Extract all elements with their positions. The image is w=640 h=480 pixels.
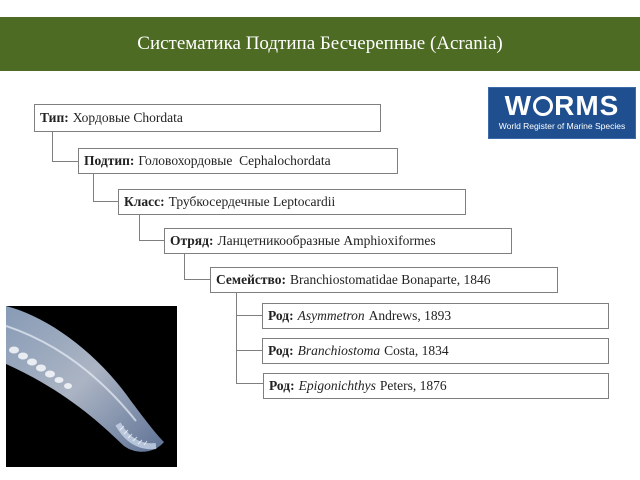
connector-subtype-class-v: [93, 174, 94, 202]
connector-type-subtype-h: [52, 161, 78, 162]
genus-label: Род:: [268, 343, 294, 358]
genus-box-branchiostoma: [262, 338, 609, 364]
taxon-box-type: [34, 104, 381, 132]
genus-name: Epigonichthys: [298, 378, 376, 393]
genus-box-epigonichthys: [263, 373, 609, 399]
taxon-box-class: [118, 189, 466, 215]
connector-genus1-h: [236, 315, 262, 316]
genus-author: Andrews, 1893: [368, 308, 452, 323]
worms-logo-subtitle: World Register of Marine Species: [498, 121, 626, 131]
taxon-class-label: Класс:: [124, 194, 165, 209]
worms-logo: [488, 87, 636, 139]
connector-order-family-h: [184, 279, 210, 280]
lancelet-image: [6, 306, 177, 467]
connector-class-order-v: [139, 215, 140, 241]
title-bar: [0, 17, 640, 71]
genus-name: Branchiostoma: [297, 343, 381, 358]
connector-family-genera-v: [236, 292, 237, 383]
connector-genus2-h: [236, 350, 262, 351]
connector-type-subtype-v: [52, 132, 53, 162]
taxon-subtype-value: Головохордовые Cephalochordata: [138, 153, 331, 168]
genus-author: Peters, 1876: [379, 378, 447, 393]
taxon-type-label: Тип:: [40, 110, 69, 125]
taxon-class-value: Трубкосердечные Leptocardii: [168, 194, 336, 209]
genus-label: Род:: [269, 378, 295, 393]
taxon-box-order: [164, 228, 512, 254]
taxon-order-label: Отряд:: [170, 233, 214, 248]
genus-label: Род:: [268, 308, 294, 323]
taxon-type-value: Хордовые Chordata: [72, 110, 183, 125]
connector-genus3-h: [236, 383, 263, 384]
connector-class-order-h: [139, 240, 164, 241]
lancelet-photo: [6, 306, 177, 467]
taxon-order-value: Ланцетникообразные Amphioxiformes: [217, 233, 436, 248]
connector-subtype-class-h: [93, 201, 118, 202]
taxon-subtype-label: Подтип:: [84, 153, 135, 168]
worms-logo-text: W RMS: [504, 90, 620, 121]
worms-o-icon: [533, 96, 553, 116]
genus-box-asymmetron: [262, 303, 609, 329]
taxon-box-subtype: [78, 148, 398, 174]
taxon-box-family: [210, 267, 558, 293]
taxon-family-label: Семейство:: [216, 272, 286, 287]
genus-name: Asymmetron: [297, 308, 365, 323]
genus-author: Costa, 1834: [384, 343, 449, 358]
connector-order-family-v: [184, 254, 185, 280]
slide-title: Систематика Подтипа Бесчерепные (Acrania): [137, 33, 503, 54]
taxon-family-value: Branchiostomatidae Bonaparte, 1846: [289, 272, 491, 287]
